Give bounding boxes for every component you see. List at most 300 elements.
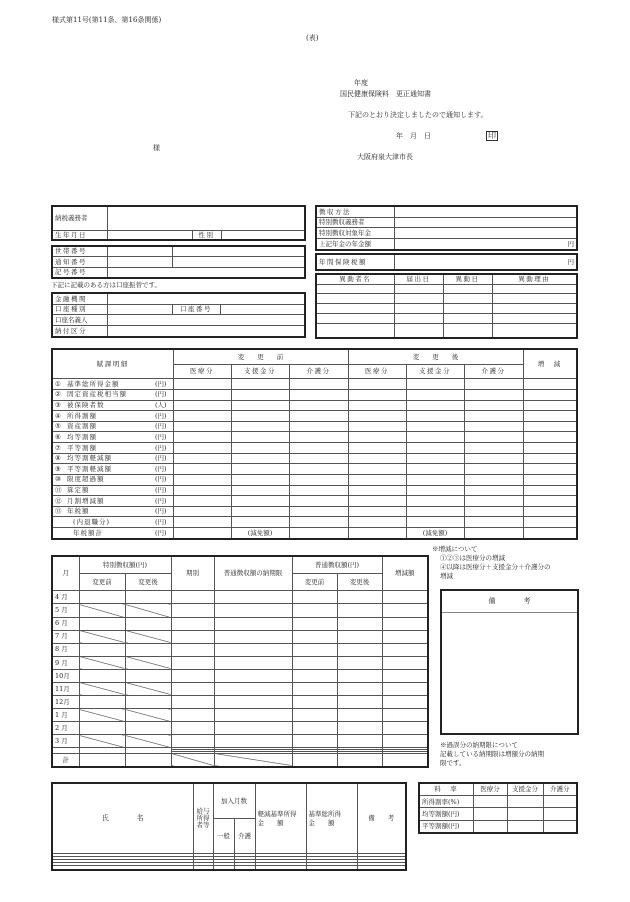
remarks-field[interactable] [441, 612, 578, 734]
amount-cell[interactable] [523, 528, 577, 539]
total-income-header [306, 783, 357, 854]
cell[interactable] [316, 304, 394, 314]
schedule-cell[interactable] [292, 682, 337, 695]
amount-cell[interactable] [348, 496, 406, 507]
account-type-field[interactable] [107, 304, 172, 315]
month-label: 3 月 [52, 735, 79, 748]
schedule-cell[interactable] [292, 722, 337, 735]
amount-cell[interactable] [523, 453, 577, 464]
member-cell[interactable] [234, 866, 255, 870]
amount-cell[interactable] [348, 464, 406, 475]
schedule-cell[interactable] [382, 669, 428, 682]
bank-label: 金融機関 [52, 293, 107, 304]
payment-class-field[interactable] [107, 326, 305, 337]
special-after-cell[interactable] [125, 669, 171, 682]
cell[interactable] [507, 820, 543, 833]
obligor-label: 納税義務者 [52, 206, 107, 230]
salary-header [193, 783, 213, 854]
reduction-cell[interactable]: (減免額) [231, 528, 289, 539]
special-before-cell[interactable] [79, 591, 125, 604]
amount-cell[interactable] [523, 411, 577, 422]
assessment-row [52, 389, 577, 400]
household-no-field[interactable] [107, 246, 172, 257]
amount-cell[interactable] [348, 379, 406, 390]
amount-cell[interactable] [348, 411, 406, 422]
special-after-cell[interactable] [125, 591, 171, 604]
cell[interactable] [492, 323, 577, 338]
schedule-cell[interactable] [292, 604, 337, 617]
cell[interactable] [473, 796, 507, 808]
amount-cell[interactable] [464, 432, 523, 443]
household-no-label: 世帯番号 [52, 246, 107, 257]
total-diff[interactable] [382, 753, 428, 767]
amount-cell[interactable] [231, 506, 289, 517]
rates-title: 料 率 [419, 783, 473, 796]
reduction-cell[interactable]: (減免額) [406, 528, 464, 539]
amount-cell[interactable] [173, 496, 231, 507]
amount-cell[interactable] [406, 411, 464, 422]
schedule-cell[interactable] [171, 643, 214, 656]
special-after-cell[interactable] [125, 656, 171, 669]
assessment-row-label [52, 400, 173, 411]
cell[interactable] [394, 323, 443, 338]
special-after-cell[interactable] [125, 722, 171, 735]
amount-cell[interactable] [173, 379, 231, 390]
cell[interactable] [473, 808, 507, 820]
schedule-cell[interactable] [337, 735, 382, 748]
special-before-cell[interactable] [79, 722, 125, 735]
amount-cell[interactable] [289, 453, 348, 464]
cell[interactable] [443, 284, 492, 294]
amount-cell[interactable] [231, 421, 289, 432]
month-label: 7 月 [52, 630, 79, 643]
cell[interactable] [316, 284, 394, 294]
amount-cell[interactable] [289, 379, 348, 390]
method-field[interactable] [394, 206, 577, 217]
schedule-cell[interactable] [292, 643, 337, 656]
amount-cell[interactable] [348, 517, 406, 528]
amount-cell[interactable] [173, 474, 231, 485]
special-before-cell[interactable] [79, 630, 125, 643]
amount-cell[interactable] [173, 443, 231, 454]
total-normal-before[interactable] [292, 753, 337, 767]
cell[interactable] [316, 323, 394, 338]
schedule-cell[interactable] [171, 591, 214, 604]
row-unit: (円) [155, 390, 167, 399]
schedule-cell[interactable] [337, 656, 382, 669]
amount-cell[interactable] [231, 411, 289, 422]
schedule-cell[interactable] [382, 617, 428, 630]
cell[interactable] [316, 294, 394, 304]
amount-cell[interactable] [464, 528, 523, 539]
schedule-cell[interactable] [382, 696, 428, 709]
assessment-row-label [52, 464, 173, 475]
amount-cell[interactable] [406, 432, 464, 443]
cell[interactable] [543, 820, 577, 833]
deadline-note-1: ※過誤分の納期限について [440, 741, 518, 749]
amount-cell[interactable] [173, 411, 231, 422]
assessment-row [52, 464, 577, 475]
obligor-field[interactable] [107, 206, 305, 230]
member-cell[interactable] [193, 866, 213, 870]
total-normal-after[interactable] [337, 753, 382, 767]
schedule-cell[interactable] [337, 682, 382, 695]
schedule-cell[interactable] [214, 604, 292, 617]
schedule-cell[interactable] [171, 630, 214, 643]
schedule-cell[interactable] [382, 630, 428, 643]
rates-row-income: 所得割率(%) [419, 796, 473, 808]
amount-cell[interactable] [173, 485, 231, 496]
amount-cell[interactable] [523, 464, 577, 475]
notice-no-field[interactable] [107, 257, 172, 267]
cell[interactable] [394, 313, 443, 323]
symbol-no-field[interactable] [107, 267, 305, 278]
amount-cell[interactable] [348, 389, 406, 400]
before-care-header: 介護分 [289, 365, 348, 379]
assessment-row-label [52, 389, 173, 400]
member-cell[interactable] [306, 866, 357, 870]
amount-cell[interactable] [348, 506, 406, 517]
amount-cell[interactable] [406, 506, 464, 517]
amount-cell[interactable] [406, 496, 464, 507]
amount-cell[interactable] [289, 517, 348, 528]
schedule-cell[interactable] [171, 656, 214, 669]
cell[interactable] [394, 294, 443, 304]
special-before-cell[interactable] [79, 696, 125, 709]
schedule-cell[interactable] [171, 722, 214, 735]
schedule-cell[interactable] [382, 591, 428, 604]
schedule-cell[interactable] [292, 735, 337, 748]
amount-cell[interactable] [406, 474, 464, 485]
amount-cell[interactable] [289, 528, 348, 539]
schedule-row [52, 735, 428, 748]
member-cell[interactable] [357, 866, 406, 870]
schedule-cell[interactable] [214, 722, 292, 735]
amount-cell[interactable] [289, 432, 348, 443]
total-special-after[interactable] [125, 753, 171, 767]
schedule-cell[interactable] [292, 591, 337, 604]
amount-cell[interactable] [464, 506, 523, 517]
schedule-cell[interactable] [214, 669, 292, 682]
amount-cell[interactable] [406, 421, 464, 432]
pension-amount-field[interactable]: 円 [394, 239, 577, 250]
month-label: 2 月 [52, 722, 79, 735]
amount-cell[interactable] [173, 528, 231, 539]
amount-cell[interactable] [289, 506, 348, 517]
row-label: 固定資産税相当額 [67, 390, 127, 399]
amount-cell[interactable] [406, 453, 464, 464]
amount-cell[interactable] [406, 517, 464, 528]
amount-cell[interactable] [173, 506, 231, 517]
schedule-cell[interactable] [292, 669, 337, 682]
amount-cell[interactable] [289, 474, 348, 485]
row-unit: (円) [155, 411, 167, 420]
diff-note-2b: 増減 [440, 572, 453, 580]
remarks-label: 備 考 [441, 590, 578, 612]
row-unit: (円) [155, 379, 167, 388]
special-before-cell[interactable] [79, 669, 125, 682]
cell[interactable] [492, 284, 577, 294]
amount-cell[interactable] [289, 496, 348, 507]
schedule-cell[interactable] [337, 630, 382, 643]
amount-cell[interactable] [464, 379, 523, 390]
schedule-cell[interactable] [292, 630, 337, 643]
special-before-cell[interactable] [79, 656, 125, 669]
amount-cell[interactable] [523, 474, 577, 485]
period-header: 期別 [171, 556, 214, 591]
schedule-row [52, 656, 428, 669]
assessment-row [52, 400, 577, 411]
date-label: 年 月 日 [396, 132, 431, 140]
special-after-cell[interactable] [125, 682, 171, 695]
amount-cell[interactable] [231, 464, 289, 475]
amount-cell[interactable] [231, 517, 289, 528]
amount-cell[interactable] [348, 443, 406, 454]
schedule-cell[interactable] [382, 735, 428, 748]
schedule-cell[interactable] [292, 656, 337, 669]
amount-cell[interactable] [523, 506, 577, 517]
special-after-cell[interactable] [125, 709, 171, 722]
schedule-cell[interactable] [214, 643, 292, 656]
amount-cell[interactable] [289, 389, 348, 400]
amount-cell[interactable] [231, 432, 289, 443]
schedule-table [51, 555, 429, 768]
amount-cell[interactable] [464, 464, 523, 475]
schedule-cell[interactable] [214, 617, 292, 630]
amount-cell[interactable] [173, 421, 231, 432]
amount-cell[interactable] [289, 421, 348, 432]
amount-cell[interactable] [348, 421, 406, 432]
amount-cell[interactable] [173, 389, 231, 400]
member-cell[interactable] [52, 866, 193, 870]
cell[interactable] [443, 323, 492, 338]
row-label: (内退職分) [73, 517, 111, 526]
special-after-cell[interactable] [125, 617, 171, 630]
schedule-cell[interactable] [171, 617, 214, 630]
cell[interactable] [473, 820, 507, 833]
amount-cell[interactable] [406, 389, 464, 400]
amount-cell[interactable] [348, 432, 406, 443]
row-number: ⑦ [55, 443, 61, 452]
amount-cell[interactable] [523, 400, 577, 411]
amount-cell[interactable] [406, 443, 464, 454]
amount-cell[interactable] [464, 443, 523, 454]
amount-cell[interactable] [523, 432, 577, 443]
cell[interactable] [316, 313, 394, 323]
amount-cell[interactable] [464, 411, 523, 422]
changes-row [316, 304, 577, 314]
schedule-cell[interactable] [171, 735, 214, 748]
amount-cell[interactable] [289, 411, 348, 422]
cell[interactable] [543, 808, 577, 820]
special-pension-field[interactable] [394, 228, 577, 239]
schedule-cell[interactable] [214, 709, 292, 722]
row-unit: (人) [155, 401, 167, 410]
amount-cell[interactable] [348, 528, 406, 539]
schedule-cell[interactable] [292, 617, 337, 630]
schedule-cell[interactable] [171, 709, 214, 722]
special-before-cell[interactable] [79, 735, 125, 748]
amount-cell[interactable] [523, 443, 577, 454]
amount-cell[interactable] [464, 421, 523, 432]
month-label: 8 月 [52, 643, 79, 656]
amount-cell[interactable] [523, 379, 577, 390]
amount-cell[interactable] [231, 389, 289, 400]
special-before-cell[interactable] [79, 643, 125, 656]
schedule-cell[interactable] [171, 696, 214, 709]
schedule-cell[interactable] [171, 669, 214, 682]
amount-cell[interactable] [173, 400, 231, 411]
account-holder-field[interactable] [107, 315, 305, 326]
special-after-cell[interactable] [125, 696, 171, 709]
notice-no-extra[interactable] [172, 257, 305, 267]
amount-cell[interactable] [464, 517, 523, 528]
schedule-cell[interactable] [337, 709, 382, 722]
schedule-cell[interactable] [382, 709, 428, 722]
amount-cell[interactable] [406, 485, 464, 496]
schedule-cell[interactable] [214, 696, 292, 709]
amount-cell[interactable] [289, 443, 348, 454]
amount-cell[interactable] [464, 453, 523, 464]
amount-cell[interactable] [523, 485, 577, 496]
after-care-header: 介護分 [464, 365, 523, 379]
cell[interactable] [492, 294, 577, 304]
account-no-field[interactable] [220, 304, 305, 315]
before-medical-header: 医療分 [173, 365, 231, 379]
cell[interactable] [394, 284, 443, 294]
amount-cell[interactable] [231, 474, 289, 485]
amount-cell[interactable] [289, 464, 348, 475]
special-before-cell[interactable] [79, 617, 125, 630]
amount-cell[interactable] [464, 389, 523, 400]
schedule-cell[interactable] [292, 696, 337, 709]
amount-cell[interactable] [289, 400, 348, 411]
assessment-row-label [52, 443, 173, 454]
changes-row [316, 284, 577, 294]
amount-cell[interactable] [348, 400, 406, 411]
month-label: 11月 [52, 682, 79, 695]
amount-cell[interactable] [464, 400, 523, 411]
amount-cell[interactable] [348, 453, 406, 464]
amount-cell[interactable] [231, 443, 289, 454]
member-cell[interactable] [213, 866, 234, 870]
schedule-cell[interactable] [214, 630, 292, 643]
amount-cell[interactable] [231, 453, 289, 464]
amount-cell[interactable] [406, 400, 464, 411]
birthdate-field[interactable] [107, 230, 192, 240]
amount-cell[interactable] [289, 485, 348, 496]
schedule-cell[interactable] [337, 604, 382, 617]
cell[interactable] [443, 313, 492, 323]
schedule-cell[interactable] [337, 722, 382, 735]
cell[interactable] [492, 313, 577, 323]
issuer-name: 大阪府泉大津市長 [357, 153, 413, 161]
schedule-cell[interactable] [214, 682, 292, 695]
amount-cell[interactable] [348, 485, 406, 496]
assessment-table [51, 348, 578, 540]
amount-cell[interactable] [348, 474, 406, 485]
row-unit: (円) [155, 475, 167, 484]
special-before-cell[interactable] [79, 709, 125, 722]
schedule-cell[interactable] [382, 656, 428, 669]
amount-cell[interactable] [464, 496, 523, 507]
bank-field[interactable] [107, 293, 305, 304]
special-before-cell[interactable] [79, 604, 125, 617]
amount-cell[interactable] [406, 464, 464, 475]
amount-cell[interactable] [231, 485, 289, 496]
schedule-cell[interactable] [337, 591, 382, 604]
amount-cell[interactable] [173, 517, 231, 528]
gender-field[interactable] [221, 230, 305, 240]
amount-cell[interactable] [231, 496, 289, 507]
changes-header-name: 異動者名 [316, 274, 394, 284]
members-table [51, 782, 407, 871]
special-before-cell[interactable] [79, 682, 125, 695]
account-no-label: 口座番号 [172, 304, 220, 315]
schedule-cell[interactable] [214, 591, 292, 604]
schedule-cell[interactable] [382, 722, 428, 735]
schedule-cell[interactable] [292, 709, 337, 722]
cell[interactable] [492, 304, 577, 314]
schedule-cell[interactable] [337, 643, 382, 656]
schedule-cell[interactable] [214, 656, 292, 669]
amount-cell[interactable] [173, 453, 231, 464]
special-after-cell[interactable] [125, 604, 171, 617]
household-no-extra[interactable] [172, 246, 305, 257]
schedule-cell[interactable] [337, 617, 382, 630]
special-after-cell[interactable] [125, 735, 171, 748]
normal-header: 普通徴収額(円) [292, 556, 382, 573]
assessment-row-label [52, 421, 173, 432]
row-number: ⑥ [55, 432, 61, 441]
schedule-row [52, 617, 428, 630]
special-obligor-field[interactable] [394, 217, 577, 228]
annual-premium-field[interactable]: 円 [394, 254, 577, 270]
cell[interactable] [394, 304, 443, 314]
schedule-cell[interactable] [171, 604, 214, 617]
amount-cell[interactable] [464, 474, 523, 485]
amount-cell[interactable] [173, 464, 231, 475]
schedule-cell[interactable] [382, 643, 428, 656]
cell[interactable] [543, 796, 577, 808]
amount-cell[interactable] [406, 379, 464, 390]
row-label: 均等割額 [67, 432, 97, 441]
amount-cell[interactable] [523, 496, 577, 507]
amount-cell[interactable] [464, 485, 523, 496]
special-after-cell[interactable] [125, 630, 171, 643]
schedule-cell[interactable] [214, 735, 292, 748]
schedule-cell[interactable] [337, 696, 382, 709]
cell[interactable] [443, 294, 492, 304]
amount-cell[interactable] [231, 400, 289, 411]
amount-cell[interactable] [523, 517, 577, 528]
amount-cell[interactable] [173, 432, 231, 443]
amount-cell[interactable] [523, 421, 577, 432]
special-after-cell[interactable] [125, 643, 171, 656]
schedule-cell[interactable] [337, 669, 382, 682]
assessment-row [52, 379, 577, 390]
total-special-before[interactable] [79, 753, 125, 767]
schedule-cell[interactable] [382, 604, 428, 617]
member-cell[interactable] [255, 866, 306, 870]
cell[interactable] [507, 796, 543, 808]
schedule-cell[interactable] [382, 682, 428, 695]
amount-cell[interactable] [523, 389, 577, 400]
cell[interactable] [443, 304, 492, 314]
amount-cell[interactable] [231, 379, 289, 390]
cell[interactable] [507, 808, 543, 820]
schedule-cell[interactable] [171, 682, 214, 695]
